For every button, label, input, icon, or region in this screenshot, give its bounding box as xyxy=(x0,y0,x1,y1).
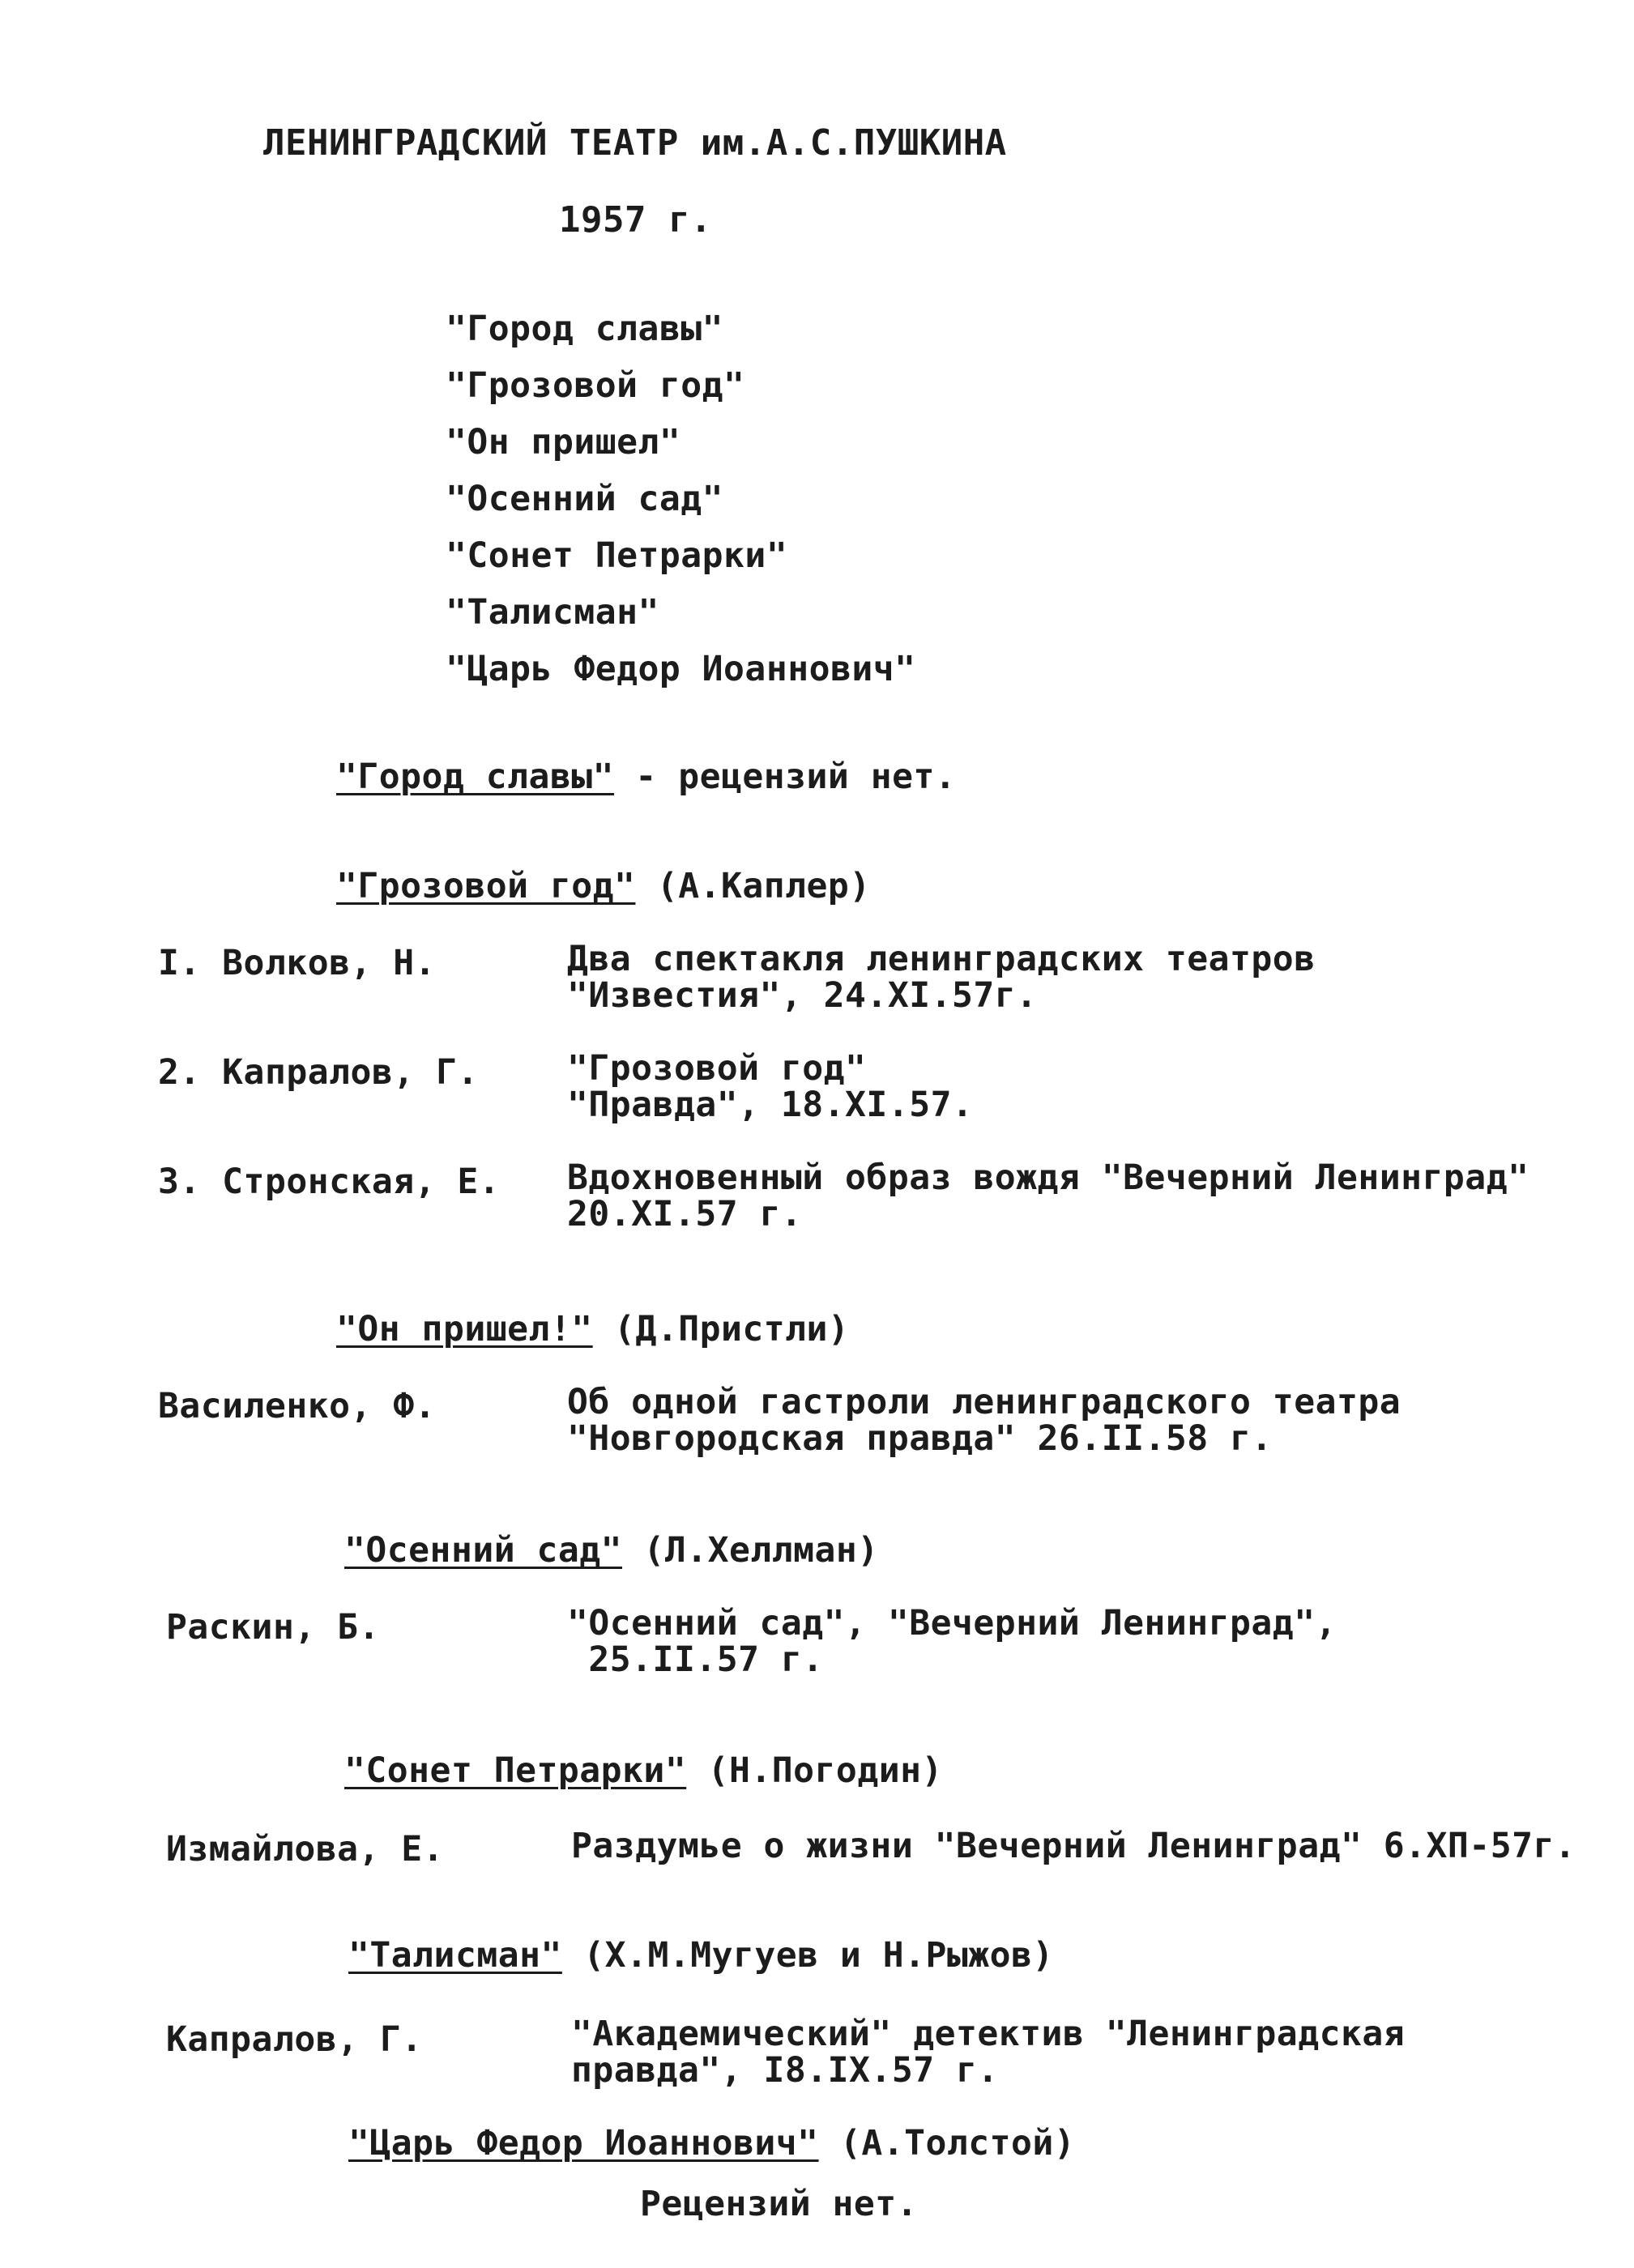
review-source: "Новгородская правда" 26.II.58 г. xyxy=(567,1418,1273,1459)
play-list-item: "Талисман" xyxy=(446,592,659,633)
section-title: "Царь Федор Иоаннович" xyxy=(348,2123,819,2164)
section-title: "Сонет Петрарки" xyxy=(344,1750,687,1791)
play-list-item: "Город славы" xyxy=(446,309,724,349)
review-author: I. Волков, Н. xyxy=(158,943,437,983)
review-author: Капралов, Г. xyxy=(166,2019,423,2060)
theatre-title: ЛЕНИНГРАДСКИЙ ТЕАТР им.А.С.ПУШКИНА xyxy=(263,122,1007,164)
review-title: "Осенний сад", "Вечерний Ленинград", xyxy=(567,1603,1337,1643)
section-heading xyxy=(348,1935,1054,1976)
section-heading xyxy=(336,1309,850,1349)
section-heading xyxy=(344,1750,943,1791)
review-source: "Правда", 18.XI.57. xyxy=(567,1085,974,1125)
section-title: "Осенний сад" xyxy=(344,1530,623,1571)
review-author: Раскин, Б. xyxy=(166,1607,380,1648)
review-source: правда", I8.IX.57 г. xyxy=(571,2050,999,2091)
review-title: "Грозовой год" xyxy=(567,1048,867,1089)
review-title: Об одной гастроли ленинградского театра xyxy=(567,1382,1401,1422)
play-list-item: "Он пришел" xyxy=(446,422,681,463)
play-list-item: "Осенний сад" xyxy=(446,479,724,519)
review-author: 3. Стронская, Е. xyxy=(158,1162,501,1202)
review-author: Василенко, Ф. xyxy=(158,1386,437,1426)
play-list-item: "Царь Федор Иоаннович" xyxy=(446,649,916,689)
review-title: Два спектакля ленинградских театров xyxy=(567,939,1316,979)
section-heading xyxy=(336,757,957,797)
year: 1957 г. xyxy=(559,199,712,241)
section-title: "Город славы" xyxy=(336,757,615,797)
section-suffix: (Х.М.Мугуев и Н.Рыжов) xyxy=(561,1935,1054,1976)
play-list-item: "Сонет Петрарки" xyxy=(446,535,788,576)
section-suffix: (А.Каплер) xyxy=(635,866,871,906)
section-heading xyxy=(344,1530,879,1571)
review-title: "Академический" детектив "Ленинградская xyxy=(571,2014,1406,2054)
review-source: 20.XI.57 г. xyxy=(567,1194,803,1234)
section-suffix: (Л.Хеллман) xyxy=(622,1530,879,1571)
section-heading xyxy=(348,2123,1076,2164)
review-author: 2. Капралов, Г. xyxy=(158,1052,479,1093)
review-source: "Известия", 24.XI.57г. xyxy=(567,975,1038,1016)
review-title: Раздумье о жизни "Вечерний Ленинград" 6.ХП-57г. xyxy=(571,1826,1576,1866)
section-suffix: (Д.Пристли) xyxy=(592,1309,850,1349)
section-title: "Он пришел!" xyxy=(336,1309,593,1349)
section-title: "Грозовой год" xyxy=(336,866,636,906)
section-title: "Талисман" xyxy=(348,1935,562,1976)
review-source: 25.II.57 г. xyxy=(567,1639,824,1680)
section-heading xyxy=(336,866,871,906)
section-suffix: (Н.Погодин) xyxy=(686,1750,943,1791)
play-list-item: "Грозовой год" xyxy=(446,365,745,406)
no-reviews-note: Рецензий нет. xyxy=(640,2184,919,2224)
review-author: Измайлова, Е. xyxy=(166,1829,445,1869)
section-suffix: - рецензий нет. xyxy=(614,757,957,797)
section-suffix: (А.Толстой) xyxy=(818,2123,1076,2164)
review-title: Вдохновенный образ вождя "Вечерний Ленинград" xyxy=(567,1157,1529,1198)
